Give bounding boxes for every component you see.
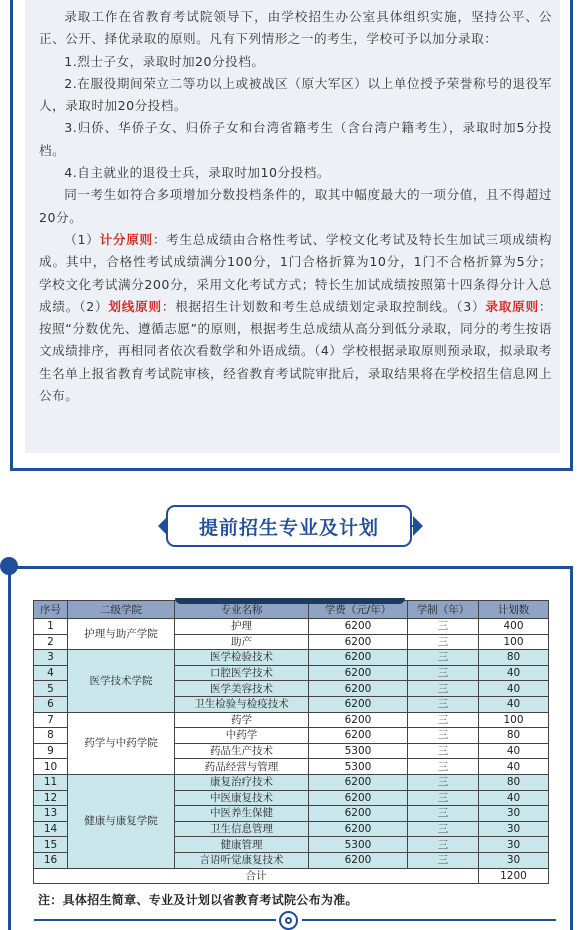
enrollment-plan-table [33,600,549,884]
cell-years: 三 [408,681,479,697]
cell-years: 三 [408,634,479,650]
bottom-divider-right [302,919,556,921]
cell-fee: 6200 [309,650,408,666]
cell-plan: 80 [479,774,549,790]
cell-no: 14 [34,821,68,837]
cell-plan: 80 [479,728,549,744]
cell-college: 健康与康复学院 [68,774,175,868]
cell-major: 医学检验技术 [175,650,309,666]
cell-plan: 40 [479,759,549,775]
bottom-circle-icon [279,911,298,930]
cell-years: 三 [408,728,479,744]
cell-fee: 6200 [309,665,408,681]
cell-major: 中医康复技术 [175,790,309,806]
cell-major: 中医养生保健 [175,806,309,822]
admission-principle-heading: 录取原则 [485,298,539,314]
cell-years: 三 [408,806,479,822]
cell-years: 三 [408,665,479,681]
cell-no: 11 [34,774,68,790]
cell-fee: 6200 [309,806,408,822]
bonus-item-1: 1.烈士子女，录取时加20分投档。 [64,53,265,69]
cell-plan: 400 [479,619,549,635]
cell-no: 1 [34,619,68,635]
cell-no: 10 [34,759,68,775]
cell-fee: 6200 [309,681,408,697]
cell-major: 康复治疗技术 [175,774,309,790]
cell-no: 16 [34,852,68,868]
table-row [34,774,549,790]
cell-major: 卫生检验与检疫技术 [175,696,309,712]
cell-fee: 5300 [309,759,408,775]
footnote: 注：具体招生简章、专业及计划以省教育考试院公布为准。 [38,893,358,907]
header-fee: 学费（元/年） [309,601,408,619]
header-years: 学制（年） [408,601,479,619]
total-label: 合计 [34,868,479,884]
cell-plan: 40 [479,743,549,759]
cell-fee: 6200 [309,696,408,712]
cell-major: 药品经营与管理 [175,759,309,775]
cell-no: 13 [34,806,68,822]
cell-fee: 5300 [309,743,408,759]
cell-plan: 80 [479,650,549,666]
table-row [34,650,549,666]
bonus-item-2: 2.在服役期间荣立二等功以上或被战区（原大军区）以上单位授予荣誉称号的退役军人，录取时加20分投档。 [39,75,552,114]
enrollment-plan-table-wrap [33,600,548,884]
cell-college: 药学与中药学院 [68,712,175,774]
table-total-row [34,868,549,884]
cell-plan: 100 [479,712,549,728]
cell-no: 5 [34,681,68,697]
cell-years: 三 [408,837,479,853]
cell-fee: 6200 [309,821,408,837]
bottom-divider-left [34,919,276,921]
scoring-principles-paragraph: （1）计分原则：考生总成绩由合格性考试、学校文化考试及特长生加试三项成绩构成。其中，合格性考试成绩满分100分，1门合格折算为10分，1门不合格折算为5分；学校文化考试满分200分，采用文化考试方式；特长生加试成绩按照第十四条得分计入总成绩。（2）划线原则：根据招生计划数和考生总成绩划定录取控制线。（3）录取原则：按照“分数优先、遵循志愿”的原则，根据考生总成绩从高分到低分录取，同分的考生按语文成绩排序，再相同者依次看数学和外语成绩。（4）学校根据录取原则预录取，拟录取考生名单上报省教育考试院审核，经省教育考试院审批后，录取结果将在学校招生信息网上公布。 [39,231,553,404]
cell-major: 卫生信息管理 [175,821,309,837]
cell-fee: 6200 [309,774,408,790]
section-title: 提前招生专业及计划 [166,505,412,547]
cell-major: 中药学 [175,728,309,744]
cell-college: 护理与助产学院 [68,619,175,650]
table-row [34,619,549,635]
cell-fee: 6200 [309,852,408,868]
cell-no: 3 [34,650,68,666]
total-value: 1200 [479,868,549,884]
title-arrow-right-icon [413,516,423,536]
scoring-principle-heading: 计分原则 [99,231,153,247]
cell-years: 三 [408,759,479,775]
table-top-bar [175,598,405,604]
panel-corner-dot [0,557,18,575]
cell-plan: 30 [479,821,549,837]
cell-plan: 30 [479,806,549,822]
cell-major: 药品生产技术 [175,743,309,759]
header-no: 序号 [34,601,68,619]
cell-major: 助产 [175,634,309,650]
cell-years: 三 [408,619,479,635]
header-college: 二级学院 [68,601,175,619]
cell-plan: 100 [479,634,549,650]
cell-plan: 40 [479,790,549,806]
bonus-limit-paragraph: 同一考生如符合多项增加分数投档条件的，取其中幅度最大的一项分值，且不得超过20分。 [39,187,552,225]
cell-college: 医学技术学院 [68,650,175,712]
cell-fee: 6200 [309,619,408,635]
header-plan: 计划数 [479,601,549,619]
table-body [34,619,549,884]
cell-fee: 6200 [309,712,408,728]
cell-no: 6 [34,696,68,712]
cell-major: 护理 [175,619,309,635]
cell-no: 9 [34,743,68,759]
cell-fee: 5300 [309,837,408,853]
cell-years: 三 [408,696,479,712]
cell-plan: 40 [479,681,549,697]
rules-intro-paragraph: 录取工作在省教育考试院领导下，由学校招生办公室具体组织实施，坚持公平、公正、公开、择优录取的原则。凡有下列情形之一的考生，学校可予以加分录取： [39,9,552,47]
cell-years: 三 [408,712,479,728]
cell-years: 三 [408,852,479,868]
cell-major: 药学 [175,712,309,728]
cell-plan: 30 [479,852,549,868]
cell-major: 健康管理 [175,837,309,853]
cell-years: 三 [408,774,479,790]
bonus-item-3: 3.归侨、华侨子女、归侨子女和台湾省籍考生（含台湾户籍考生），录取时加5分投档。 [39,120,552,158]
cell-plan: 40 [479,665,549,681]
cell-no: 12 [34,790,68,806]
bonus-item-4: 4.自主就业的退役士兵，录取时加10分投档。 [64,165,330,181]
admission-rules-panel [10,0,573,471]
cutoff-principle-heading: 划线原则 [108,298,162,314]
cell-plan: 30 [479,837,549,853]
cell-years: 三 [408,650,479,666]
cell-plan: 40 [479,696,549,712]
cell-years: 三 [408,821,479,837]
table-row [34,712,549,728]
cell-major: 医学美容技术 [175,681,309,697]
cell-no: 15 [34,837,68,853]
cell-years: 三 [408,790,479,806]
cell-no: 7 [34,712,68,728]
cell-fee: 6200 [309,728,408,744]
cell-no: 8 [34,728,68,744]
cell-no: 2 [34,634,68,650]
cell-fee: 6200 [309,790,408,806]
cell-years: 三 [408,743,479,759]
cell-major: 口腔医学技术 [175,665,309,681]
header-major: 专业名称 [175,601,309,619]
cell-no: 4 [34,665,68,681]
cell-major: 言语听觉康复技术 [175,852,309,868]
cell-fee: 6200 [309,634,408,650]
admission-rules-text [25,0,560,453]
